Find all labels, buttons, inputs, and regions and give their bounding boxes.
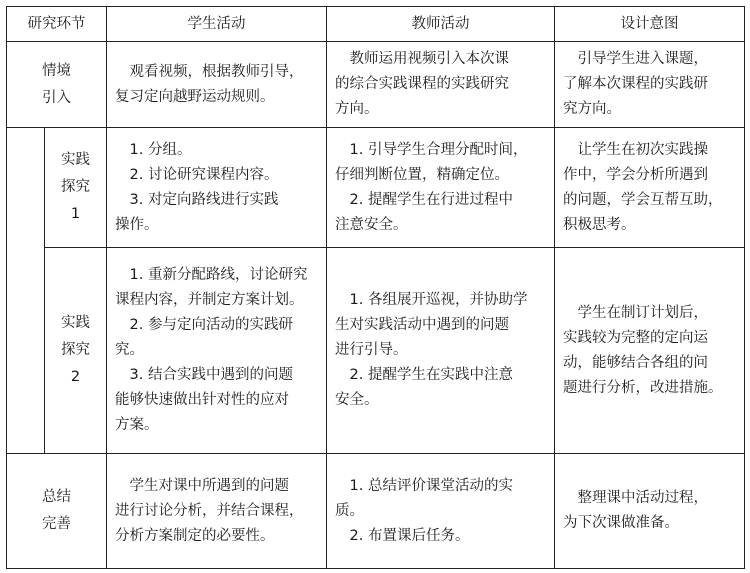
- text-line: 整理课中活动过程，: [563, 490, 708, 506]
- text-line: 复习定向越野运动规则。: [115, 88, 275, 105]
- stage-line: 实践: [61, 315, 90, 331]
- text-line: 作中，学会分析所遇到: [563, 166, 708, 183]
- lesson-design-table: [6, 6, 745, 569]
- table-row: [7, 42, 745, 128]
- stage-line: 2: [70, 369, 81, 385]
- text-line: 生对实践活动中遇到的问题: [335, 317, 509, 333]
- text-line: 2. 布置课后任务。: [335, 527, 470, 544]
- stage-line: 情境: [42, 62, 71, 79]
- text-line: 了解本次课程的实践研: [563, 76, 708, 92]
- header-student: 学生活动: [107, 7, 327, 42]
- text-line: 让学生在初次实践操: [563, 141, 708, 158]
- text-line: 注意安全。: [335, 216, 408, 233]
- header-row: [7, 7, 745, 42]
- text-line: 进行讨论分析，并结合课程，: [115, 502, 304, 519]
- header-stage: 研究环节: [7, 7, 107, 42]
- stage-line: 总结: [42, 489, 71, 505]
- text-line: 3. 对定向路线进行实践: [115, 191, 279, 208]
- text-line: 1. 各组展开巡视，并协助学: [335, 292, 528, 308]
- text-line: 观看视频，根据教师引导，: [115, 63, 304, 80]
- stage-line: 实践: [61, 152, 90, 168]
- text-line: 1. 重新分配路线，讨论研究: [115, 267, 308, 283]
- text-line: 为下次课做准备。: [563, 515, 679, 531]
- stage-cell: [7, 454, 107, 569]
- text-line: 动，能够结合各组的问: [563, 354, 708, 371]
- text-line: 究。: [115, 342, 144, 358]
- stage-cell: [45, 128, 107, 248]
- text-line: 方案。: [115, 417, 159, 433]
- student-cell: [107, 454, 327, 569]
- text-line: 2. 讨论研究课程内容。: [115, 166, 279, 183]
- text-line: 方向。: [335, 101, 379, 117]
- text-line: 1. 引导学生合理分配时间，: [335, 141, 528, 158]
- intent-cell: [555, 454, 745, 569]
- text-line: 质。: [335, 502, 364, 519]
- table-row: [7, 454, 745, 569]
- student-cell: [107, 128, 327, 248]
- text-line: 能够快速做出针对性的应对: [115, 392, 289, 408]
- header-intent: 设计意图: [555, 7, 745, 42]
- text-line: 3. 结合实践中遇到的问题: [115, 367, 293, 383]
- intent-cell: [555, 248, 745, 454]
- text-line: 的问题，学会互帮互助，: [563, 191, 723, 208]
- text-line: 进行引导。: [335, 342, 408, 358]
- text-line: 题进行分析，改进措施。: [563, 379, 723, 396]
- text-line: 课程内容，并制定方案计划。: [115, 292, 304, 308]
- text-line: 的综合实践课程的实践研究: [335, 76, 509, 92]
- teacher-cell: [327, 454, 555, 569]
- text-line: 学生对课中所遇到的问题: [115, 477, 289, 494]
- text-line: 仔细判断位置，精确定位。: [335, 166, 509, 183]
- stage-line: 1: [70, 206, 81, 222]
- stage-cell: [7, 42, 107, 128]
- table-row: [7, 128, 745, 248]
- text-line: 2. 提醒学生在实践中注意: [335, 367, 513, 383]
- student-cell: [107, 248, 327, 454]
- table-row: [7, 248, 745, 454]
- teacher-cell: [327, 248, 555, 454]
- text-line: 究方向。: [563, 101, 621, 117]
- intent-cell: [555, 128, 745, 248]
- text-line: 1. 分组。: [115, 141, 192, 158]
- text-line: 引导学生进入课题，: [563, 51, 708, 67]
- stage-line: 探究: [61, 179, 90, 195]
- text-line: 1. 总结评价课堂活动的实: [335, 477, 513, 494]
- text-line: 积极思考。: [563, 216, 636, 233]
- text-line: 操作。: [115, 216, 159, 233]
- text-line: 2. 提醒学生在行进过程中: [335, 191, 513, 208]
- header-teacher: 教师活动: [327, 7, 555, 42]
- practice-group-indent: [7, 128, 45, 454]
- text-line: 教师运用视频引入本次课: [335, 51, 509, 67]
- text-line: 实践较为完整的定向运: [563, 329, 708, 346]
- text-line: 安全。: [335, 392, 379, 408]
- teacher-cell: [327, 42, 555, 128]
- stage-line: 完善: [42, 516, 71, 532]
- stage-cell: [45, 248, 107, 454]
- stage-line: 探究: [61, 342, 90, 358]
- text-line: 2. 参与定向活动的实践研: [115, 317, 293, 333]
- intent-cell: [555, 42, 745, 128]
- stage-line: 引入: [42, 89, 71, 106]
- text-line: 学生在制订计划后，: [563, 304, 708, 321]
- text-line: 分析方案制定的必要性。: [115, 527, 275, 544]
- student-cell: [107, 42, 327, 128]
- teacher-cell: [327, 128, 555, 248]
